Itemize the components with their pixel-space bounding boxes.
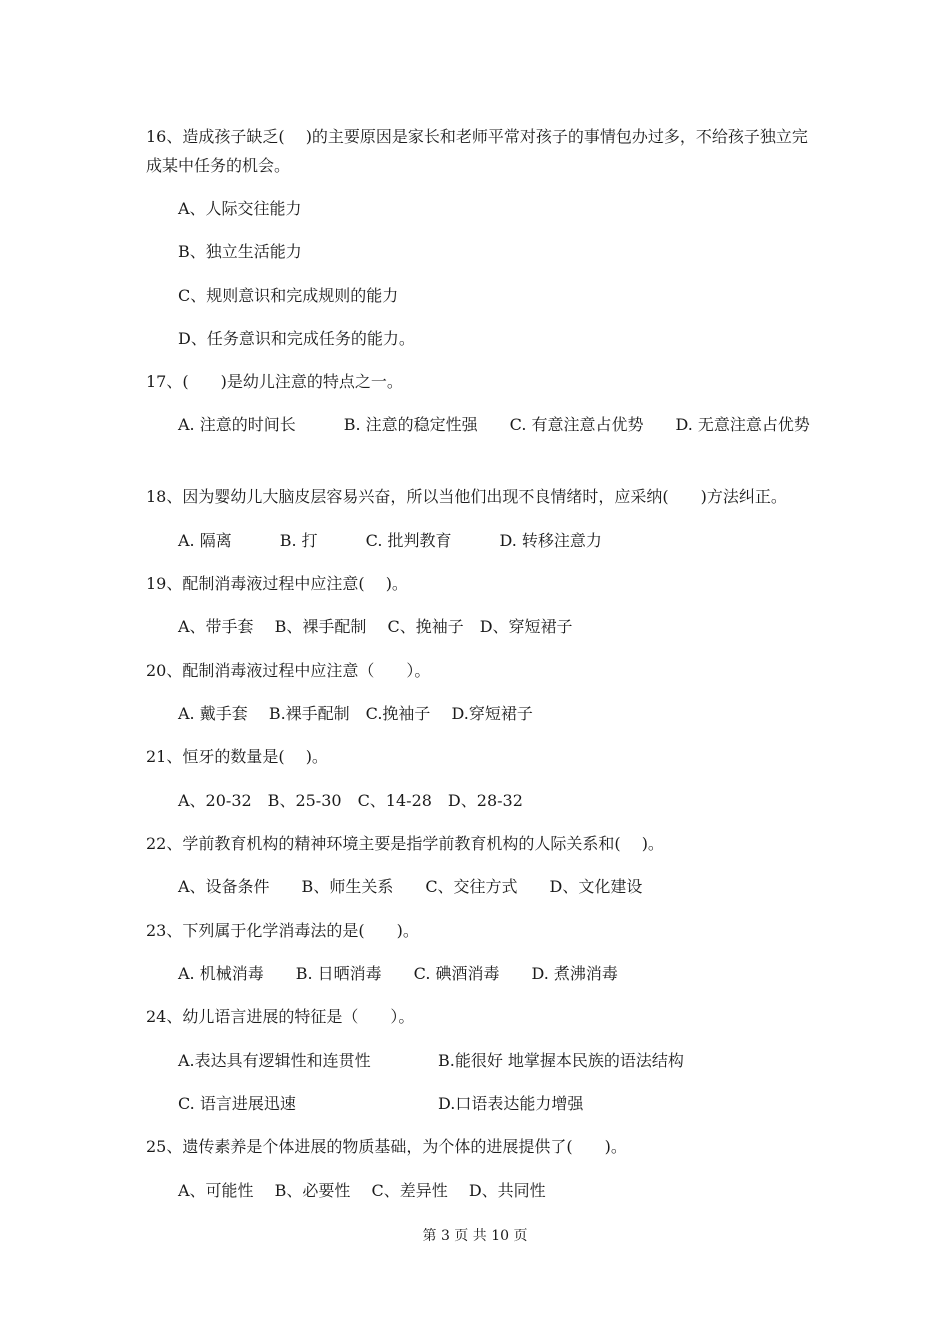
question-18-stem: 18、因为婴幼儿大脑皮层容易兴奋，所以当他们出现不良情绪时，应采纳( )方法纠正。 [146,487,787,506]
question-16-option-d: D、任务意识和完成任务的能力。 [178,329,415,348]
question-19-options: A、带手套 B、裸手配制 C、挽袖子 D、穿短裙子 [178,617,573,636]
page-number-footer: 第 3 页 共 10 页 [422,1228,528,1244]
question-24-stem: 24、幼儿语言进展的特征是（ ）。 [146,1007,415,1026]
question-25-stem: 25、遗传素养是个体进展的物质基础，为个体的进展提供了( )。 [146,1137,627,1156]
question-16-option-c: C、规则意识和完成规则的能力 [178,286,399,305]
question-21-options: A、20-32 B、25-30 C、14-28 D、28-32 [178,791,523,810]
question-23-stem: 23、下列属于化学消毒法的是( )。 [146,921,419,940]
question-20-options: A. 戴手套 B.裸手配制 C.挽袖子 D.穿短裙子 [178,704,533,723]
question-22-options: A、设备条件 B、师生关系 C、交往方式 D、文化建设 [178,877,643,896]
question-18-options: A. 隔离 B. 打 C. 批判教育 D. 转移注意力 [178,531,602,550]
question-16-option-a: A、人际交往能力 [178,199,302,218]
question-20-stem: 20、配制消毒液过程中应注意（ ）。 [146,661,431,680]
question-16-option-b: B、独立生活能力 [178,242,302,261]
question-23-options: A. 机械消毒 B. 日晒消毒 C. 碘酒消毒 D. 煮沸消毒 [178,964,618,983]
question-21-stem: 21、恒牙的数量是( )。 [146,747,328,766]
question-24-option-b: B.能很好 地掌握本民族的语法结构 [438,1051,684,1070]
question-19-stem: 19、配制消毒液过程中应注意( )。 [146,574,408,593]
question-24-option-d: D.口语表达能力增强 [438,1094,584,1113]
question-16-stem: 16、造成孩子缺乏( )的主要原因是家长和老师平常对孩子的事情包办过多，不给孩子独立完成某中任务的机会。 [146,127,808,175]
question-17-options: A. 注意的时间长 B. 注意的稳定性强 C. 有意注意占优势 D. 无意注意占优势 [178,415,810,434]
question-24-option-c: C. 语言进展迅速 [178,1094,296,1113]
question-17-stem: 17、( )是幼儿注意的特点之一。 [146,372,403,391]
question-25-options: A、可能性 B、必要性 C、差异性 D、共同性 [178,1181,546,1200]
question-22-stem: 22、学前教育机构的精神环境主要是指学前教育机构的人际关系和( )。 [146,834,664,853]
question-24-option-a: A.表达具有逻辑性和连贯性 [178,1051,371,1070]
